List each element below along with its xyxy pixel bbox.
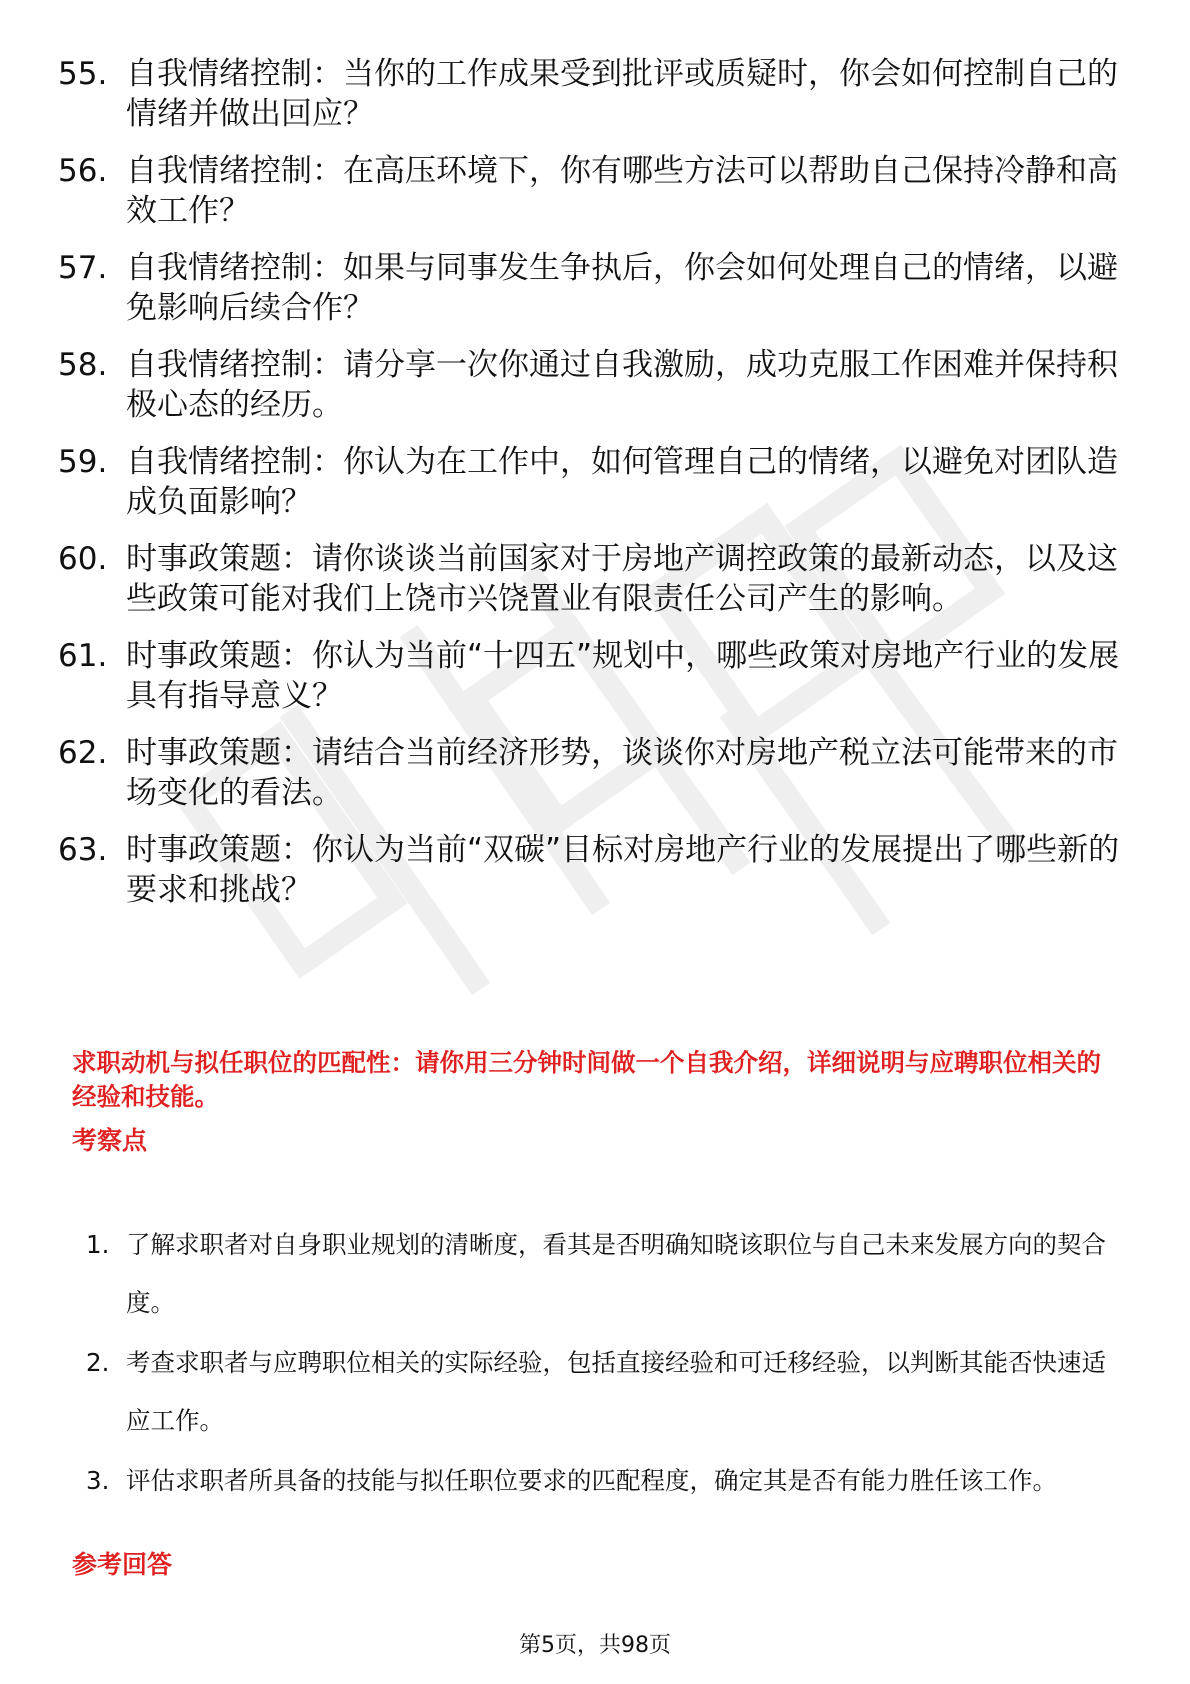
page-footer: 第5页，共98页 (519, 1633, 671, 1658)
question-item (58, 830, 1138, 910)
question-item (58, 54, 1138, 134)
question-item (58, 442, 1138, 522)
question-text: 自我情绪控制：在高压环境下，你有哪些方法可以帮助自己保持冷静和高效工作？ (126, 153, 1118, 229)
point-text: 考查求职者与应聘职位相关的实际经验，包括直接经验和可迁移经验，以判断其能否快速适应工作。 (126, 1348, 1106, 1435)
section-title: 求职动机与拟任职位的匹配性：请你用三分钟时间做一个自我介绍，详细说明与应聘职位相关的经验和技能。 (72, 1048, 1101, 1111)
point-number: 1. (86, 1230, 110, 1259)
question-item (58, 539, 1138, 619)
question-text: 时事政策题：你认为当前“十四五”规划中，哪些政策对房地产行业的发展具有指导意义？ (126, 638, 1120, 714)
assessment-point (86, 1452, 1126, 1510)
assessment-points-list (86, 1216, 1126, 1512)
question-item (58, 248, 1138, 328)
question-text: 时事政策题：请你谈谈当前国家对于房地产调控政策的最新动态，以及这些政策可能对我们上饶市兴饶置业有限责任公司产生的影响。 (126, 541, 1118, 617)
question-item (58, 345, 1138, 425)
question-number: 62. (58, 735, 108, 771)
question-number: 57. (58, 250, 108, 286)
question-number: 63. (58, 832, 108, 868)
assessment-point (86, 1216, 1126, 1332)
question-number: 58. (58, 347, 108, 383)
point-text: 评估求职者所具备的技能与拟任职位要求的匹配程度，确定其是否有能力胜任该工作。 (126, 1466, 1057, 1495)
question-list (58, 54, 1138, 927)
question-item (58, 151, 1138, 231)
assessment-point (86, 1334, 1126, 1450)
question-text: 自我情绪控制：你认为在工作中，如何管理自己的情绪，以避免对团队造成负面影响？ (126, 444, 1118, 520)
question-number: 60. (58, 541, 108, 577)
answer-heading: 参考回答 (72, 1550, 173, 1579)
question-text: 时事政策题：请结合当前经济形势，谈谈你对房地产税立法可能带来的市场变化的看法。 (126, 735, 1118, 811)
question-text: 自我情绪控制：当你的工作成果受到批评或质疑时，你会如何控制自己的情绪并做出回应？ (126, 56, 1118, 132)
question-item (58, 733, 1138, 813)
question-item (58, 636, 1138, 716)
question-number: 59. (58, 444, 108, 480)
question-number: 61. (58, 638, 108, 674)
point-number: 3. (86, 1466, 110, 1495)
point-number: 2. (86, 1348, 110, 1377)
question-number: 56. (58, 153, 108, 189)
question-number: 55. (58, 56, 108, 92)
question-text: 时事政策题：你认为当前“双碳”目标对房地产行业的发展提出了哪些新的要求和挑战？ (126, 832, 1120, 908)
point-text: 了解求职者对自身职业规划的清晰度，看其是否明确知晓该职位与自己未来发展方向的契合度。 (126, 1230, 1106, 1317)
question-text: 自我情绪控制：如果与同事发生争执后，你会如何处理自己的情绪，以避免影响后续合作？ (126, 250, 1118, 326)
points-heading: 考察点 (72, 1126, 148, 1155)
question-text: 自我情绪控制：请分享一次你通过自我激励，成功克服工作困难并保持积极心态的经历。 (126, 347, 1118, 423)
